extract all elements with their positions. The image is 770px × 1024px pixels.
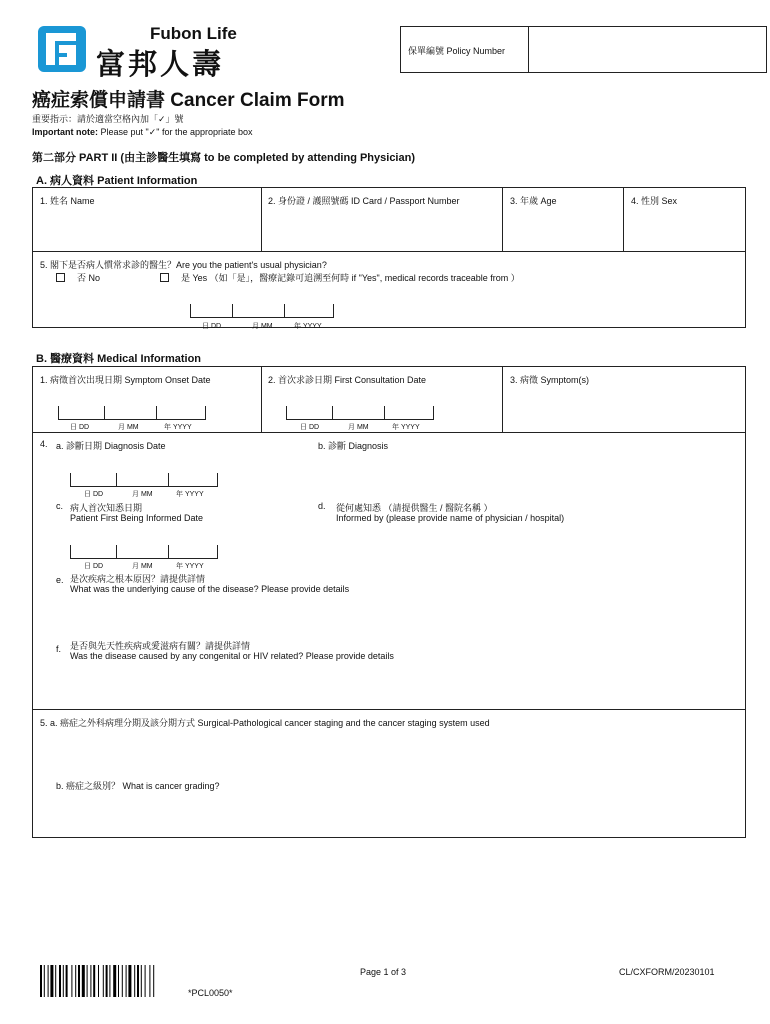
congenital-hiv-label-en: Was the disease caused by any congenital or HIV related? Please provide details <box>70 651 394 661</box>
policy-number-field[interactable] <box>530 28 765 71</box>
symptoms-label: 3. 病徵 Symptom(s) <box>510 375 590 385</box>
sex-field[interactable] <box>625 206 744 249</box>
date-dd-label: 日 DD <box>84 491 104 498</box>
cancer-grading-field[interactable] <box>70 792 736 834</box>
informed-date-label-en: Patient First Being Informed Date <box>70 513 204 523</box>
cancer-grading-label: b. 癌症之級別？ What is cancer grading? <box>56 781 220 791</box>
date-yyyy-label: 年 YYYY <box>392 424 420 431</box>
first-consultation-label: 2. 首次求診日期 First Consultation Date <box>268 375 427 385</box>
date-yyyy-label: 年 YYYY <box>294 323 322 330</box>
age-label: 3. 年歲 Age <box>510 196 557 206</box>
diagnosis-field[interactable] <box>336 452 736 492</box>
underlying-cause-label-en: What was the underlying cause of the disease? Please provide details <box>70 584 350 594</box>
symptoms-field[interactable] <box>504 386 744 430</box>
underlying-cause-field[interactable] <box>70 598 736 634</box>
congenital-hiv-field[interactable] <box>70 665 736 705</box>
brand-name-zh: 富邦人壽 <box>96 49 225 81</box>
option-yes-label: 是 Yes （如「是」，醫療記錄可追溯至何時 if "Yes", medical records traceable from ） <box>181 273 520 283</box>
date-dd-label: 日 DD <box>84 563 104 570</box>
option-no[interactable] <box>56 271 100 284</box>
id-card-field[interactable] <box>263 206 500 249</box>
date-dd-label: 日 DD <box>202 323 222 330</box>
diagnosis-label: b. 診斷 Diagnosis <box>318 441 389 451</box>
instruction-zh: 重要指示：請於適當空格內加「✓」號 <box>32 114 184 124</box>
page-number: Page 1 of 3 <box>360 967 407 977</box>
date-mm-label: 月 MM <box>252 323 273 330</box>
sex-label: 4. 性別 Sex <box>631 196 678 206</box>
informed-by-label-zh: 從何處知悉 （請提供醫生 / 醫院名稱 ） <box>336 503 493 513</box>
id-card-label: 2. 身份證 / 護照號碼 ID Card / Passport Number <box>268 196 460 206</box>
usual-physician-question: 5. 閣下是否病人慣常求診的醫生？Are you the patient's usual physician? <box>40 260 327 270</box>
q4c-letter: c. <box>56 501 64 511</box>
date-yyyy-label: 年 YYYY <box>164 424 192 431</box>
informed-date[interactable] <box>70 545 218 559</box>
age-field[interactable] <box>504 206 621 249</box>
policy-number-label: 保單編號 Policy Number <box>408 46 506 56</box>
records-traceable-date[interactable] <box>190 304 334 318</box>
part-title: 第二部分 PART II (由主診醫生填寫 to be completed by attending Physician) <box>32 152 415 164</box>
congenital-hiv-label-zh: 是否與先天性疾病或愛滋病有關？請提供詳情 <box>70 641 251 651</box>
date-dd-label: 日 DD <box>70 424 90 431</box>
date-dd-label: 日 DD <box>300 424 320 431</box>
barcode <box>40 965 186 997</box>
form-code: CL/CXFORM/20230101 <box>619 967 715 977</box>
instruction-en: Important note: Please put "✓" for the appropriate box <box>32 127 253 137</box>
barcode-icon <box>40 965 186 997</box>
date-mm-label: 月 MM <box>118 424 139 431</box>
date-yyyy-label: 年 YYYY <box>176 491 204 498</box>
underlying-cause-label-zh: 是次疾病之根本原因？請提供詳情 <box>70 574 206 584</box>
date-mm-label: 月 MM <box>132 563 153 570</box>
section-a-title: A. 病人資料 Patient Information <box>36 175 198 187</box>
q4-number: 4. <box>40 439 48 449</box>
q4f-letter: f. <box>56 644 62 654</box>
date-mm-label: 月 MM <box>348 424 369 431</box>
form-title: 癌症索償申請書 Cancer Claim Form <box>32 90 345 111</box>
fubon-logo-icon <box>38 26 86 72</box>
diagnosis-date[interactable] <box>70 473 218 487</box>
brand-name-en: Fubon Life <box>150 24 237 43</box>
cancer-staging-field[interactable] <box>70 730 736 772</box>
first-consultation-date[interactable] <box>286 406 434 420</box>
q4e-letter: e. <box>56 575 64 585</box>
barcode-text: *PCL0050* <box>188 988 233 998</box>
date-mm-label: 月 MM <box>132 491 153 498</box>
q4d-letter: d. <box>318 501 326 511</box>
option-no-label: 否 No <box>77 273 101 283</box>
name-field[interactable] <box>34 206 259 249</box>
yes-checkbox[interactable] <box>160 273 169 282</box>
diagnosis-date-label: a. 診斷日期 Diagnosis Date <box>56 441 166 451</box>
symptom-onset-date[interactable] <box>58 406 206 420</box>
name-label: 1. 姓名 Name <box>40 196 95 206</box>
symptom-onset-label: 1. 病徵首次出現日期 Symptom Onset Date <box>40 375 211 385</box>
date-yyyy-label: 年 YYYY <box>176 563 204 570</box>
section-b-title: B. 醫療資料 Medical Information <box>36 353 202 365</box>
no-checkbox[interactable] <box>56 273 65 282</box>
cancer-staging-label: 5. a. 癌症之外科病理分期及該分期方式 Surgical-Pathological cancer staging and the cancer staging system used <box>40 718 490 728</box>
informed-by-field[interactable] <box>336 528 736 568</box>
option-yes[interactable] <box>160 271 520 284</box>
fubon-logo <box>38 26 86 72</box>
informed-date-label-zh: 病人首次知悉日期 <box>70 503 143 513</box>
informed-by-label-en: Informed by (please provide name of physician / hospital) <box>336 513 565 523</box>
